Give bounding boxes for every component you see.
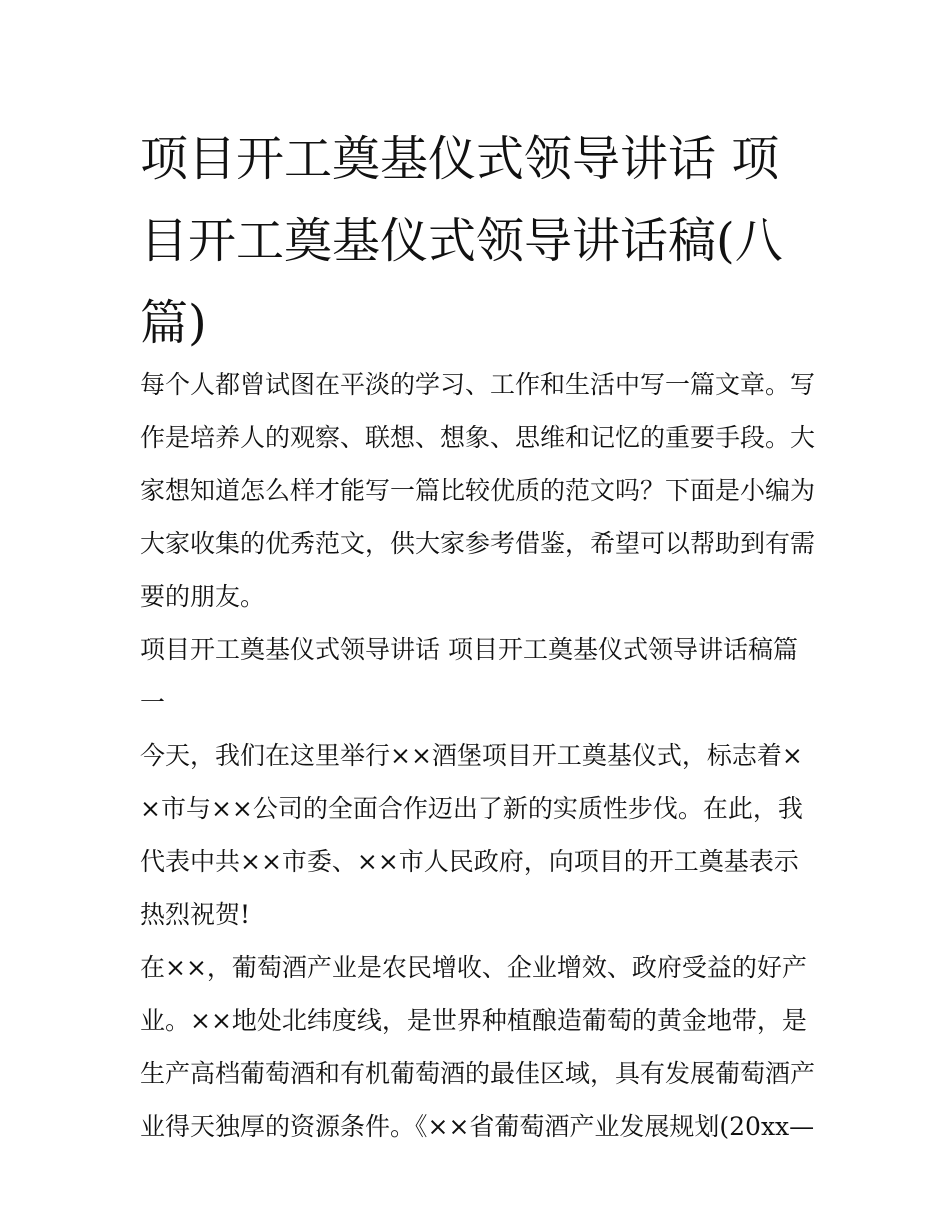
- section-heading: 项目开工奠基仪式领导讲话 项目开工奠基仪式领导讲话稿篇一: [140, 635, 798, 717]
- document-title: 项目开工奠基仪式领导讲话 项目开工奠基仪式领导讲话稿(八篇): [140, 131, 783, 351]
- document-body: [140, 358, 816, 1153]
- body-paragraph: 今天，我们在这里举行××酒堡项目开工奠基仪式，标志着××市与××公司的全面合作迈出了新的实质性步伐。在此，我代表中共××市委、××市人民政府，向项目的开工奠基表示热烈祝贺!: [140, 741, 803, 929]
- intro-paragraph: 每个人都曾试图在平淡的学习、工作和生活中写一篇文章。写作是培养人的观察、联想、想象、思维和记忆的重要手段。大家想知道怎么样才能写一篇比较优质的范文吗？下面是小编为大家收集的优秀范文，供大家参考借鉴，希望可以帮助到有需要的朋友。: [140, 370, 816, 611]
- body-paragraph: 在××，葡萄酒产业是农民增收、企业增效、政府受益的好产业。××地处北纬度线，是世界种植酿造葡萄的黄金地带，是生产高档葡萄酒和有机葡萄酒的最佳区域，具有发展葡萄酒产业得天独厚的资源条件。《××省葡萄酒产业发展规划(20xx—: [140, 953, 816, 1141]
